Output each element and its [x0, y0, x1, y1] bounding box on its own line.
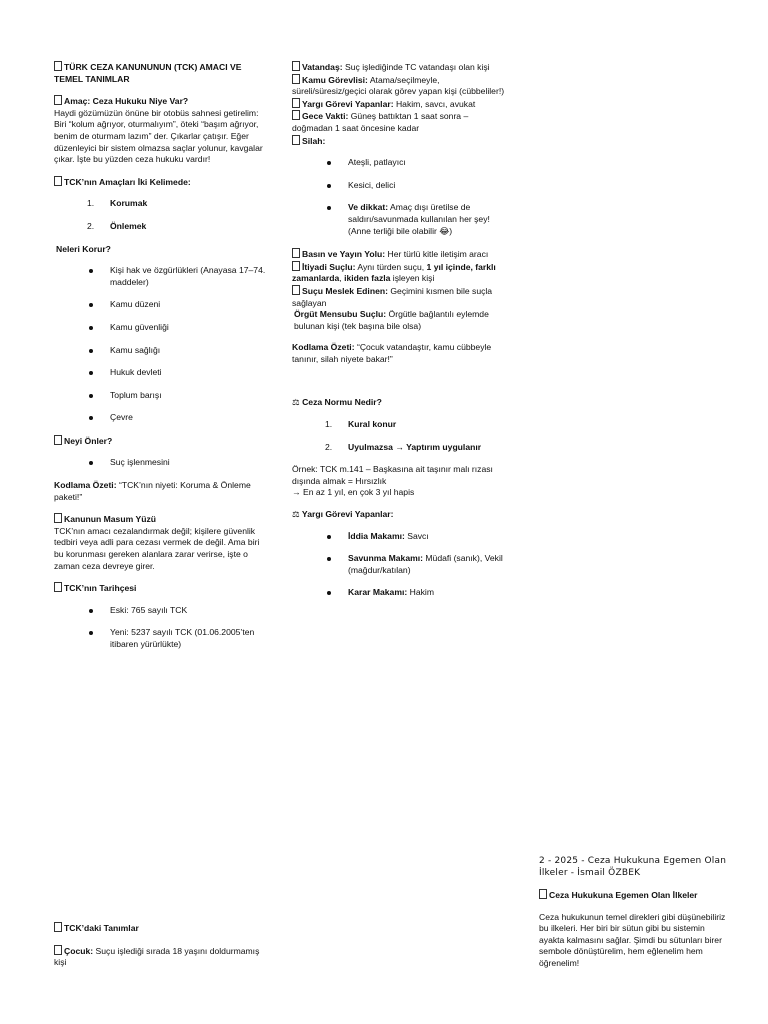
list-item: Kesici, delici: [292, 180, 510, 192]
meslek-definition: Suçu Meslek Edinen: Geçimini kısmen bile suçla sağlayan: [292, 285, 493, 308]
key-icon: [54, 176, 62, 186]
ornek-text: Örnek: TCK m.141 – Başkasına ait taşınır malı rızası dışında almak = Hırsızlık: [292, 464, 493, 486]
knife-icon: [292, 135, 300, 145]
silah-list: [292, 157, 510, 237]
list-item: Çevre: [54, 412, 266, 424]
column-right: [539, 855, 731, 970]
kodlama-ozeti: Kodlama Özeti: “TCK’nın niyeti: Koruma & Önleme paketi!”: [54, 480, 251, 502]
list-item: Kamu sağlığı: [54, 345, 266, 357]
tarihce-heading: TCK’nın Tarihçesi: [54, 582, 266, 595]
makam-list: [292, 531, 510, 599]
list-item: Ve dikkat: Amaç dışı üretilse de saldırı/savunmada kullanılan her şey! (Anne terliği bile olabilir 😂): [292, 202, 510, 237]
ceza-normu-list: [292, 419, 510, 453]
onler-heading: Neyi Önler?: [54, 435, 266, 448]
child-icon: [54, 945, 62, 955]
amaclar-list: [54, 198, 266, 232]
moon-icon: [292, 110, 300, 120]
ceza-normu-heading: ⚖ Ceza Normu Nedir?: [292, 397, 382, 408]
list-item: Kamu düzeni: [54, 299, 266, 311]
bullet-icon: [89, 609, 93, 613]
dove-icon: [54, 513, 62, 523]
list-icon: [54, 922, 62, 932]
list-item: Savunma Makamı: Müdafi (sanık), Vekil (mağdur/katılan): [292, 553, 510, 576]
flag-icon: [292, 61, 300, 71]
list-item: Kişi hak ve özgürlükleri (Anayasa 17–74. maddeler): [54, 265, 266, 288]
bullet-icon: [327, 557, 331, 561]
ornek-ceza: → En az 1 yıl, en çok 3 yıl hapis: [292, 487, 415, 498]
bullet-icon: [327, 206, 331, 210]
list-item: 2. Uyulmazsa → Yaptırım uygulanır: [325, 441, 482, 452]
bullet-icon: [327, 184, 331, 188]
list-item: Kamu güvenliği: [54, 322, 266, 334]
pillar-icon: [539, 889, 547, 899]
list-item: Eski: 765 sayılı TCK: [54, 605, 266, 617]
itiyadi-definition: İtiyadi Suçlu: Aynı türden suçu, 1 yıl içinde, farklı zamanlarda, ikiden fazla işleyen kişi: [292, 261, 496, 284]
cocuk-definition: Çocuk: Suçu işlediği sırada 18 yaşını doldurmamış kişi: [54, 945, 260, 968]
korur-heading: Neleri Korur?: [56, 243, 111, 254]
repeat-icon: [292, 261, 300, 271]
list-item: Toplum barışı: [54, 390, 266, 402]
newspaper-icon: [292, 248, 300, 258]
silah-heading: Silah:: [292, 135, 510, 148]
bullet-icon: [89, 416, 93, 420]
list-item: 1. Kural konur: [325, 419, 397, 430]
scales-icon: [292, 98, 300, 108]
bullet-icon: [89, 269, 93, 273]
ilkeler-text: Ceza hukukunun temel direkleri gibi düşünebiliriz bu ilkeleri. Her biri bir sütun gibi bu sistemin ayakta kalmasını sağlar. Şimdi bu sütunları birer sembole dönüştürelim, hem eğlenelim hem öğrenelim!: [539, 911, 726, 968]
tanimlar-block: [54, 922, 266, 969]
list-item: Suç işlenmesini: [54, 457, 266, 469]
masum-text: TCK’nın amacı cezalandırmak değil; kişilere güvenlik tedbiri veya adli para cezası vermek de değil. Ama biri bu korunması gereken alanlara zarar verirse, işte o zaman ceza devreye girer.: [54, 525, 260, 571]
list-item: Yeni: 5237 sayılı TCK (01.06.2005’ten itibaren yürürlükte): [54, 627, 266, 650]
gece-definition: Gece Vakti: Güneş battıktan 1 saat sonra – doğmadan 1 saat öncesine kadar: [292, 111, 469, 133]
bullet-icon: [327, 535, 331, 539]
list-item: Ateşli, patlayıcı: [292, 157, 510, 169]
document-title: TÜRK CEZA KANUNUNUN (TCK) AMACI VE TEMEL TANIMLAR: [54, 62, 242, 84]
yargi-gorevi-heading: ⚖ Yargı Görevi Yapanlar:: [292, 509, 394, 520]
bullet-icon: [327, 161, 331, 165]
scales-icon: [292, 74, 300, 84]
list-item: Hukuk devleti: [54, 367, 266, 379]
briefcase-icon: [292, 285, 300, 295]
masum-heading: Kanunun Masum Yüzü: [54, 513, 266, 526]
target-icon: [54, 95, 62, 105]
book-icon: [54, 61, 62, 71]
column-left: [54, 61, 266, 662]
orgut-definition: Örgüt Mensubu Suçlu: Örgütle bağlantılı eylemde bulunan kişi (tek başına bile olsa): [294, 309, 489, 331]
tarihce-list: [54, 605, 266, 651]
amaclar-heading: TCK’nın Amaçları İki Kelimede:: [54, 176, 266, 189]
section-subtitle: 2 - 2025 - Ceza Hukukuna Egemen Olan İlkeler - İsmail ÖZBEK: [539, 856, 727, 878]
list-item: 1. Korumak: [87, 198, 148, 209]
bullet-icon: [89, 326, 93, 330]
kamu-gorevlisi-definition: Kamu Görevlisi: Atama/seçilmeyle, süreli/süresiz/geçici olarak görev yapan kişi (cübbeliler!): [292, 74, 505, 97]
vatandas-definition: Vatandaş: Suç işlediğinde TC vatandaşı olan kişi: [292, 61, 510, 74]
bullet-icon: [89, 349, 93, 353]
amac-text: Haydi gözümüzün önüne bir otobüs sahnesi getirelim: Biri “kolum ağrıyor, oturmalıyım”, öteki “başım ağrıyor, benim de oturmam lazım” der. Çıkarlar çatışır. Eğer düzenleyici bir sistem olmazsa saçlar yolunur, kavgalar çıkar. İşte bu yüzden ceza hukuku vardır!: [54, 107, 263, 165]
list-item: 2. Önlemek: [87, 220, 147, 231]
calendar-icon: [54, 582, 62, 592]
bullet-icon: [89, 461, 93, 465]
bullet-icon: [89, 371, 93, 375]
bullet-icon: [89, 631, 93, 635]
list-item: Karar Makamı: Hakim: [292, 587, 510, 599]
column-middle: [292, 61, 510, 610]
korur-list: [54, 265, 266, 424]
bullet-icon: [89, 303, 93, 307]
shield-icon: [54, 435, 62, 445]
list-item: İddia Makamı: Savcı: [292, 531, 510, 543]
yargi-definition: Yargı Görevi Yapanlar: Hakim, savcı, avukat: [292, 98, 510, 111]
bullet-icon: [327, 591, 331, 595]
bullet-icon: [89, 394, 93, 398]
basin-definition: Basın ve Yayın Yolu: Her türlü kitle iletişim aracı: [292, 248, 510, 261]
ilkeler-heading: Ceza Hukukuna Egemen Olan İlkeler: [539, 889, 731, 902]
tanimlar-heading: TCK’daki Tanımlar: [54, 922, 266, 935]
amac-heading: Amaç: Ceza Hukuku Niye Var?: [54, 95, 266, 108]
onler-list: [54, 457, 266, 469]
kodlama-ozeti: Kodlama Özeti: “Çocuk vatandaştır, kamu cübbeyle tanınır, silah niyete bakar!”: [292, 342, 492, 364]
